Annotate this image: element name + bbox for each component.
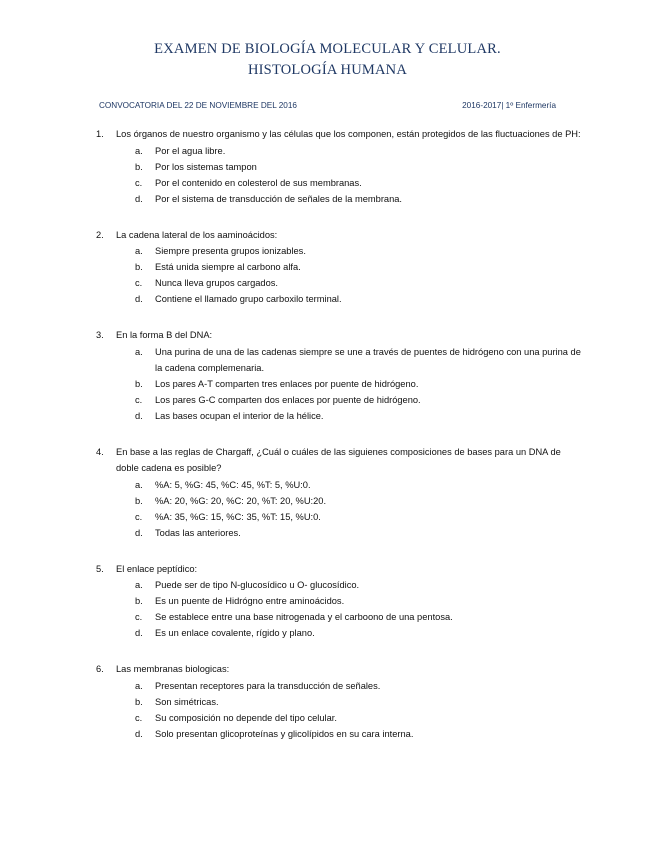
option-b: [135, 694, 582, 710]
option-letter: b.: [135, 696, 143, 707]
option-text: Por el contenido en colesterol de sus membranas.: [155, 177, 362, 188]
option-letter: b.: [135, 378, 143, 389]
option-text: Los pares G-C comparten dos enlaces por puente de hidrógeno.: [155, 394, 421, 405]
option-c: [135, 275, 582, 291]
option-text: %A: 5, %G: 45, %C: 45, %T: 5, %U:0.: [155, 479, 311, 490]
option-text: Es un puente de Hidrógno entre aminoácidos.: [155, 596, 345, 606]
question-6: [96, 661, 582, 742]
option-d: [135, 191, 582, 207]
question-stem: [96, 444, 582, 477]
option-text: Las bases ocupan el interior de la hélice.: [155, 410, 324, 421]
question-text: Las membranas biologicas:: [116, 664, 230, 674]
option-letter: a.: [135, 246, 143, 256]
option-b: [135, 376, 582, 392]
option-a: [135, 678, 582, 694]
option-list: [135, 477, 582, 541]
option-text: Por el sistema de transducción de señales de la membrana.: [155, 193, 403, 204]
option-d: [135, 291, 582, 307]
option-letter: c.: [135, 177, 143, 188]
question-1: [96, 126, 582, 207]
option-c: [135, 509, 582, 525]
option-a: [135, 143, 582, 159]
option-text: Se establece entre una base nitrogenada y el carboono de una pentosa.: [155, 612, 453, 622]
option-list: [135, 577, 582, 641]
exam-title-line1: EXAMEN DE BIOLOGÍA MOLECULAR Y CELULAR.: [154, 41, 501, 57]
option-d: [135, 625, 582, 641]
course-label: 2016-2017| 1º Enfermería: [462, 101, 556, 110]
option-letter: d.: [135, 294, 143, 304]
question-stem: [96, 126, 582, 143]
option-list: [135, 344, 582, 424]
option-d: [135, 408, 582, 424]
option-a: [135, 477, 582, 493]
question-text: En base a las reglas de Chargaff, ¿Cuál o cuáles de las siguienes composiciones de bases para un DNA de doble cadena es posible?: [116, 446, 561, 473]
option-text: Todas las anteriores.: [155, 527, 241, 538]
question-list: [96, 126, 582, 762]
option-list: [135, 143, 582, 207]
option-text: Nunca lleva grupos cargados.: [155, 278, 278, 288]
option-text: Siempre presenta grupos ionizables.: [155, 246, 306, 256]
question-5: [96, 561, 582, 642]
option-letter: b.: [135, 495, 143, 506]
option-letter: d.: [135, 728, 143, 739]
option-text: Es un enlace covalente, rígido y plano.: [155, 628, 315, 638]
option-b: [135, 593, 582, 609]
option-letter: c.: [135, 511, 143, 522]
option-a: [135, 243, 582, 259]
option-b: [135, 493, 582, 509]
option-text: Puede ser de tipo N-glucosídico u O- glucosídico.: [155, 580, 360, 590]
option-letter: b.: [135, 161, 143, 172]
question-number: 2.: [96, 229, 104, 240]
option-c: [135, 710, 582, 726]
option-text: Presentan receptores para la transducción de señales.: [155, 680, 381, 691]
option-b: [135, 259, 582, 275]
option-letter: a.: [135, 680, 143, 691]
option-letter: a.: [135, 580, 143, 590]
option-letter: b.: [135, 262, 143, 272]
option-letter: a.: [135, 346, 143, 357]
option-letter: d.: [135, 410, 143, 421]
option-text: Su composición no depende del tipo celular.: [155, 712, 337, 723]
question-3: [96, 327, 582, 424]
option-letter: c.: [135, 394, 143, 405]
option-text: Solo presentan glicoproteínas y glicolípidos en su cara interna.: [155, 728, 414, 739]
exam-title-line2: HISTOLOGÍA HUMANA: [247, 62, 407, 78]
question-text: Los órganos de nuestro organismo y las células que los componen, están protegidos de las fluctuaciones de PH:: [116, 129, 581, 139]
option-text: Una purina de una de las cadenas siempre se une a través de puentes de hidrógeno con una purina de la cadena complemenaria.: [155, 346, 581, 373]
question-stem: [96, 561, 582, 578]
option-text: Los pares A-T comparten tres enlaces por puente de hidrógeno.: [155, 378, 419, 389]
question-stem: [96, 227, 582, 244]
question-number: 5.: [96, 563, 104, 574]
option-letter: d.: [135, 527, 143, 538]
option-list: [135, 678, 582, 742]
option-letter: b.: [135, 596, 143, 606]
option-letter: a.: [135, 479, 143, 490]
option-b: [135, 159, 582, 175]
question-2: [96, 227, 582, 308]
option-text: Está unida siempre al carbono alfa.: [155, 262, 301, 272]
question-number: 1.: [96, 129, 104, 139]
option-a: [135, 344, 582, 376]
question-text: En la forma B del DNA:: [116, 330, 213, 340]
question-text: La cadena lateral de los aaminoácidos:: [116, 229, 278, 240]
option-a: [135, 577, 582, 593]
question-text: El enlace peptídico:: [116, 563, 198, 574]
option-c: [135, 609, 582, 625]
question-number: 3.: [96, 330, 104, 340]
option-c: [135, 392, 582, 408]
option-letter: d.: [135, 193, 143, 204]
question-stem: [96, 661, 582, 678]
option-letter: c.: [135, 712, 143, 723]
option-text: Por el agua libre.: [155, 145, 226, 156]
option-text: %A: 35, %G: 15, %C: 35, %T: 15, %U:0.: [155, 511, 321, 522]
option-text: Son simétricas.: [155, 696, 219, 707]
option-letter: a.: [135, 145, 143, 156]
option-letter: c.: [135, 612, 143, 622]
option-letter: d.: [135, 628, 143, 638]
convocatoria-label: CONVOCATORIA DEL 22 DE NOVIEMBRE DEL 2016: [99, 101, 297, 110]
option-d: [135, 726, 582, 742]
question-stem: [96, 327, 582, 344]
question-4: [96, 444, 582, 541]
question-number: 6.: [96, 664, 104, 674]
option-d: [135, 525, 582, 541]
option-text: Por los sistemas tampon: [155, 161, 257, 172]
option-text: Contiene el llamado grupo carboxilo terminal.: [155, 294, 342, 304]
option-c: [135, 175, 582, 191]
option-letter: c.: [135, 278, 143, 288]
option-list: [135, 243, 582, 307]
question-number: 4.: [96, 446, 104, 457]
option-text: %A: 20, %G: 20, %C: 20, %T: 20, %U:20.: [155, 495, 327, 506]
